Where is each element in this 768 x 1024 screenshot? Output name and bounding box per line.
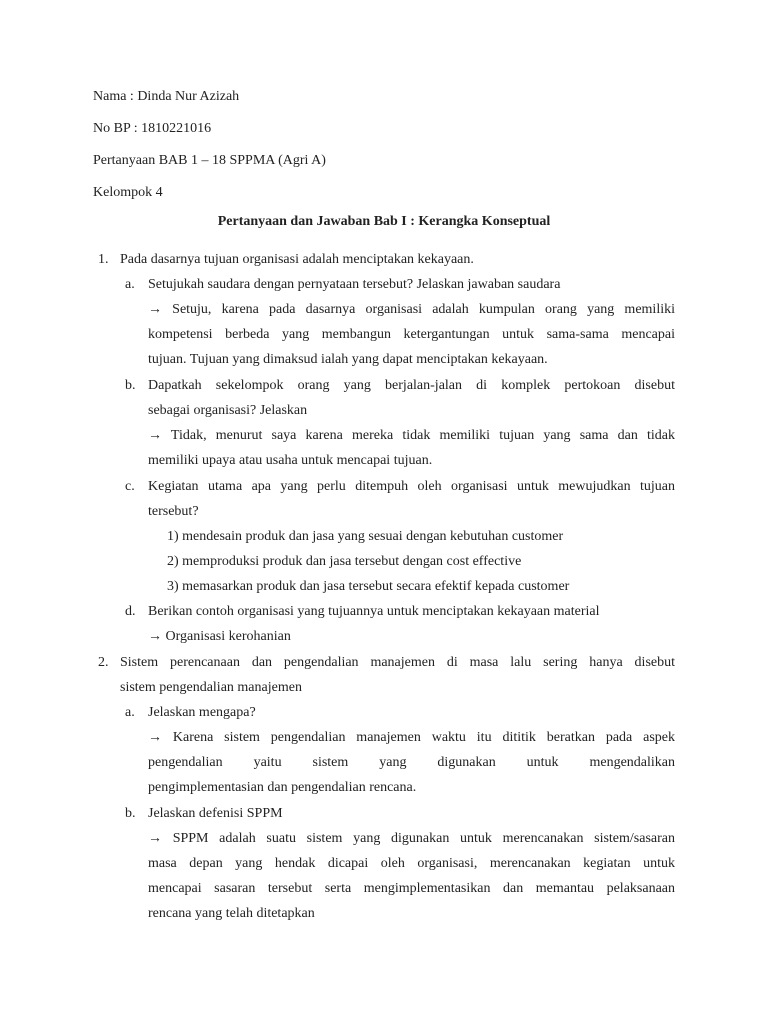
sub-question-text: Jelaskan defenisi SPPM	[148, 806, 283, 821]
step-item: 2) memproduksi produk dan jasa tersebut dengan cost effective	[167, 554, 522, 569]
group-label: Kelompok 4	[93, 185, 163, 200]
sub-letter: b.	[125, 378, 136, 393]
sub-question-text: Setujukah saudara dengan pernyataan tersebut? Jelaskan jawaban saudara	[148, 277, 561, 292]
answer-2a-line: → Karena sistem pengendalian manajemen waktu itu dititik beratkan pada aspek	[148, 730, 675, 745]
sub-question-continuation: tersebut?	[148, 504, 199, 519]
question-text-continuation: sistem pengendalian manajemen	[120, 680, 302, 695]
question-1	[93, 247, 675, 272]
answer-2b-line: rencana yang telah ditetapkan	[148, 906, 315, 921]
sub-letter: b.	[125, 806, 136, 821]
sub-question-text: Berikan contoh organisasi yang tujuannya untuk menciptakan kekayaan material	[148, 604, 600, 619]
question-set-label: Pertanyaan BAB 1 – 18 SPPMA (Agri A)	[93, 153, 326, 168]
answer-2b-line: → SPPM adalah suatu sistem yang digunakan untuk merencanakan sistem/sasaran	[148, 831, 675, 846]
question-number: 2.	[98, 655, 109, 670]
question-2b	[120, 801, 675, 826]
question-1b	[120, 373, 675, 398]
document-title: Pertanyaan dan Jawaban Bab I : Kerangka Konseptual	[217, 214, 551, 229]
sub-question-continuation: sebagai organisasi? Jelaskan	[148, 403, 308, 418]
student-bp: No BP : 1810221016	[93, 121, 212, 136]
answer-1d: → Organisasi kerohanian	[148, 629, 291, 644]
question-1a	[120, 272, 675, 297]
question-2	[93, 650, 675, 675]
answer-2a-line: pengendalian yaitu sistem yang digunakan untuk mengendalikan	[148, 755, 675, 770]
sub-question-text: Kegiatan utama apa yang perlu ditempuh oleh organisasi untuk mewujudkan tujuan	[148, 479, 675, 494]
answer-2b-line: masa depan yang hendak dicapai oleh organisasi, merencanakan kegiatan untuk	[148, 856, 675, 871]
sub-letter: c.	[125, 479, 135, 494]
student-name: Nama : Dinda Nur Azizah	[93, 89, 240, 104]
step-item: 3) memasarkan produk dan jasa tersebut secara efektif kepada customer	[167, 579, 570, 594]
sub-letter: d.	[125, 604, 136, 619]
answer-1b-line: → Tidak, menurut saya karena mereka tidak memiliki tujuan yang sama dan tidak	[148, 428, 675, 443]
answer-1a-line: → Setuju, karena pada dasarnya organisasi adalah kumpulan orang yang memiliki	[148, 302, 675, 317]
answer-1a-line: kompetensi berbeda yang membangun ketergantungan untuk sama-sama mencapai	[148, 327, 675, 342]
question-1d	[120, 599, 675, 624]
sub-letter: a.	[125, 705, 135, 720]
question-2a	[120, 700, 675, 725]
question-1c	[120, 474, 675, 499]
question-text: Sistem perencanaan dan pengendalian manajemen di masa lalu sering hanya disebut	[120, 655, 675, 670]
question-number: 1.	[98, 252, 109, 267]
step-item: 1) mendesain produk dan jasa yang sesuai dengan kebutuhan customer	[167, 529, 564, 544]
answer-2a-line: pengimplementasian dan pengendalian rencana.	[148, 780, 417, 795]
sub-letter: a.	[125, 277, 135, 292]
sub-question-text: Jelaskan mengapa?	[148, 705, 256, 720]
sub-question-text: Dapatkah sekelompok orang yang berjalan-jalan di komplek pertokoan disebut	[148, 378, 675, 393]
answer-1b-line: memiliki upaya atau usaha untuk mencapai tujuan.	[148, 453, 433, 468]
answer-2b-line: mencapai sasaran tersebut serta mengimplementasikan dan memantau pelaksanaan	[148, 881, 675, 896]
answer-1a-line: tujuan. Tujuan yang dimaksud ialah yang dapat menciptakan kekayaan.	[148, 352, 548, 367]
question-text: Pada dasarnya tujuan organisasi adalah menciptakan kekayaan.	[120, 252, 474, 267]
